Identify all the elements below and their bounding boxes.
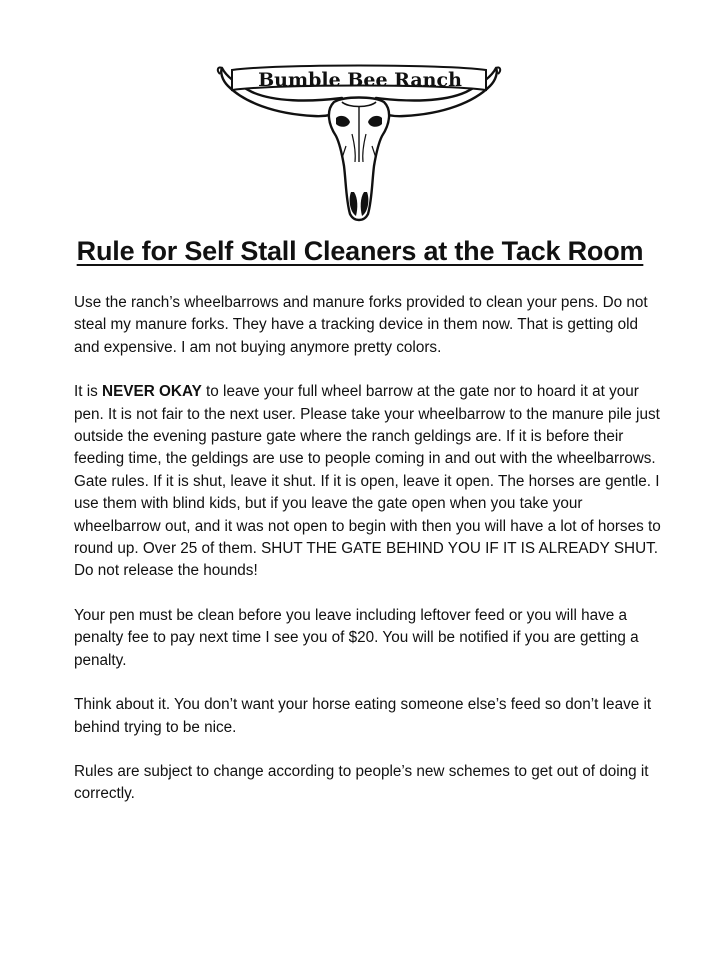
logo-text: Bumble Bee Ranch (258, 69, 462, 91)
paragraph-lead: It is (74, 383, 103, 401)
emphasis-text: NEVER OKAY (102, 383, 202, 401)
paragraph-rest: to leave your full wheel barrow at the gate nor to hoard it at your pen. It is not fair to the next user. Please take your wheelbarrow to the manure pile just outside the evening pasture gate where the ranch geldings are. If it is before their feeding time, the geldings are use to people coming in and out with the wheelbarrows. Gate rules. If it is shut, leave it shut. If it is open, leave it open. The horses are gentle. I use them with blind kids, but if you leave the gate open when you take your wheelbarrow out, and it was not open to begin with then you will have a lot of horses to round up. Over 25 of them. SHUT THE GATE BEHIND YOU IF IT IS ALREADY SHUT. Do not release the hounds! (74, 383, 661, 580)
rule-paragraph-gate (74, 381, 664, 583)
rules-body (74, 292, 664, 828)
rule-paragraph-wheelbarrows: Use the ranch’s wheelbarrows and manure forks provided to clean your pens. Do not steal my manure forks. They have a tracking device in them now. That is getting old and expensive. I am not buying anymore pretty colors. (74, 294, 648, 356)
page-title: Rule for Self Stall Cleaners at the Tack Room (76, 236, 644, 266)
rule-paragraph-changes: Rules are subject to change according to people’s new schemes to get out of doing it correctly. (74, 762, 649, 803)
rule-paragraph-penalty: Your pen must be clean before you leave including leftover feed or you will have a penalty fee to pay next time I see you of $20. You will be notified if you are getting a penalty. (74, 606, 639, 669)
rule-paragraph-feed: Think about it. You don’t want your horse eating someone else’s feed so don’t leave it behind trying to be nice. (74, 696, 652, 736)
